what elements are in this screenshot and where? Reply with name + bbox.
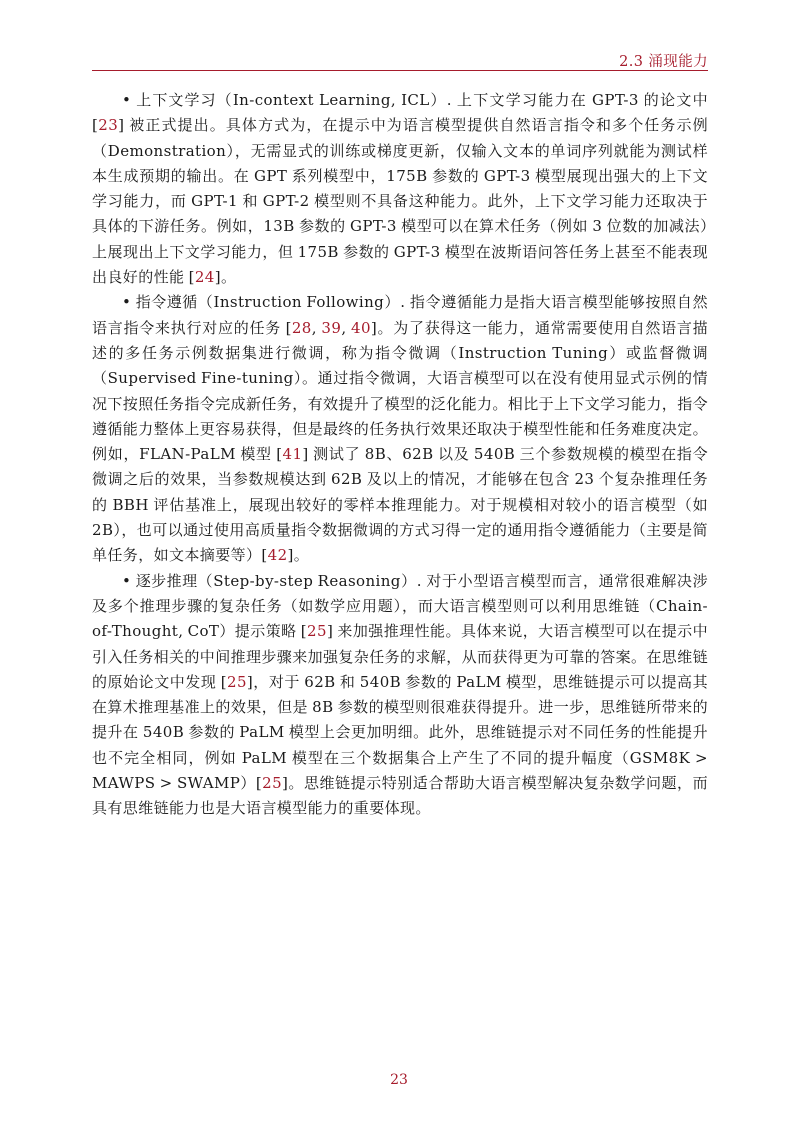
text-run: , — [341, 318, 352, 337]
citation-link[interactable]: 25 — [307, 622, 327, 641]
citation-link[interactable]: 25 — [262, 774, 283, 793]
text-run: （Instruction Following）. 指令遵循能力是指大语言模型能够按照自然语言指令来执行对应的任务 [ — [92, 293, 709, 337]
paragraph-instruction-following — [92, 290, 708, 568]
text-run: , — [311, 318, 322, 337]
bullet: • — [122, 571, 132, 590]
text-run: ]，对于 62B 和 540B 参数的 PaLM 模型，思维链提示可以提高其在算术推理基准上的效果，但是 8B 参数的模型则很难获得提升。进一步，思维链所带来的提升在 540B 参数的 PaLM 模型上会更加明细。此外，思维链提示对不同任务的性能提升也不完全相同，例如 PaLM 模型在三个数据集合上产生了不同的提升幅度（GSM8K > MAWPS > SWAMP）[ — [92, 672, 709, 793]
citation-link[interactable]: 25 — [227, 672, 247, 691]
section-title: 2.3 涌现能力 — [619, 54, 708, 70]
text-run: ] 被正式提出。具体方式为，在提示中为语言模型提供自然语言指令和多个任务示例（Demonstration），无需显式的训练或梯度更新，仅输入文本的单词序列就能为测试样本生成预期的输出。在 GPT 系列模型中，175B 参数的 GPT-3 模型展现出强大的上下文学习能力，而 GPT-1 和 GPT-2 模型则不具备这种能力。此外，上下文学习能力还取决于具体的下游任务。例如，13B 参数的 GPT-3 模型可以在算术任务（例如 3 位数的加减法）上展现出上下文学习能力，但 175B 参数的 GPT-3 模型在波斯语问答任务上甚至不能表现出良好的性能 [ — [92, 116, 708, 287]
text-run: ]。 — [287, 546, 310, 565]
text-run: ]。思维链提示特别适合帮助大语言模型解决复杂数学问题，而具有思维链能力也是大语言模型能力的重要体现。 — [92, 774, 708, 818]
running-header — [92, 48, 708, 71]
citation-link[interactable]: 28 — [291, 318, 312, 337]
text-run: ]。 — [214, 268, 237, 287]
paragraph-step-by-step-reasoning — [92, 569, 708, 822]
text-run: （In-context Learning, ICL）. 上下文学习能力在 GPT-3 的论文中 [ — [92, 91, 708, 135]
citation-link[interactable]: 23 — [98, 116, 119, 135]
bullet: • — [122, 293, 132, 312]
bullet: • — [122, 91, 132, 109]
page-number: 23 — [390, 1072, 408, 1088]
term-instruction-following: 指令遵循 — [135, 293, 198, 312]
citation-link[interactable]: 40 — [351, 318, 371, 337]
citation-link[interactable]: 41 — [282, 445, 303, 464]
paragraph-in-context-learning — [92, 88, 708, 290]
text-run: ] 测试了 8B、62B 以及 540B 三个参数规模的模型在指令微调之后的效果，当参数规模达到 62B 及以上的情况，才能够在包含 23 个复杂推理任务的 BBH 评估基准上，展现出较好的零样本推理能力。对于规模相对较小的语言模型（如 2B），也可以通过使用高质量指令数据微调的方式习得一定的通用指令遵循能力（主要是简单任务，如文本摘要等）[ — [92, 445, 708, 565]
citation-link[interactable]: 24 — [194, 268, 215, 287]
text-run: （Step-by-step Reasoning）. 对于小型语言模型而言，通常很难解决涉及多个推理步骤的复杂任务（如数学应用题），而大语言模型则可以利用思维链（Chain-of-Thought, CoT）提示策略 [ — [92, 571, 708, 641]
term-step-by-step-reasoning: 逐步推理 — [135, 571, 198, 590]
text-run: ] 来加强推理性能。具体来说，大语言模型可以在提示中引入任务相关的中间推理步骤来加强复杂任务的求解，从而获得更为可靠的答案。在思维链的原始论文中发现 [ — [92, 622, 709, 691]
text-run: ]。为了获得这一能力，通常需要使用自然语言描述的多任务示例数据集进行微调，称为指令微调（Instruction Tuning）或监督微调（Supervised Fine-tuning）。通过指令微调，大语言模型可以在没有使用显式示例的情况下按照任务指令完成新任务，有效提升了模型的泛化能力。相比于上下文学习能力，指令遵循能力整体上更容易获得，但是最终的任务执行效果还取决于模型性能和任务难度决定。例如，FLAN-PaLM 模型 [ — [92, 318, 709, 464]
citation-link[interactable]: 42 — [267, 546, 288, 565]
citation-link[interactable]: 39 — [321, 318, 342, 337]
term-in-context-learning: 上下文学习 — [136, 91, 217, 109]
body-text — [92, 88, 708, 822]
